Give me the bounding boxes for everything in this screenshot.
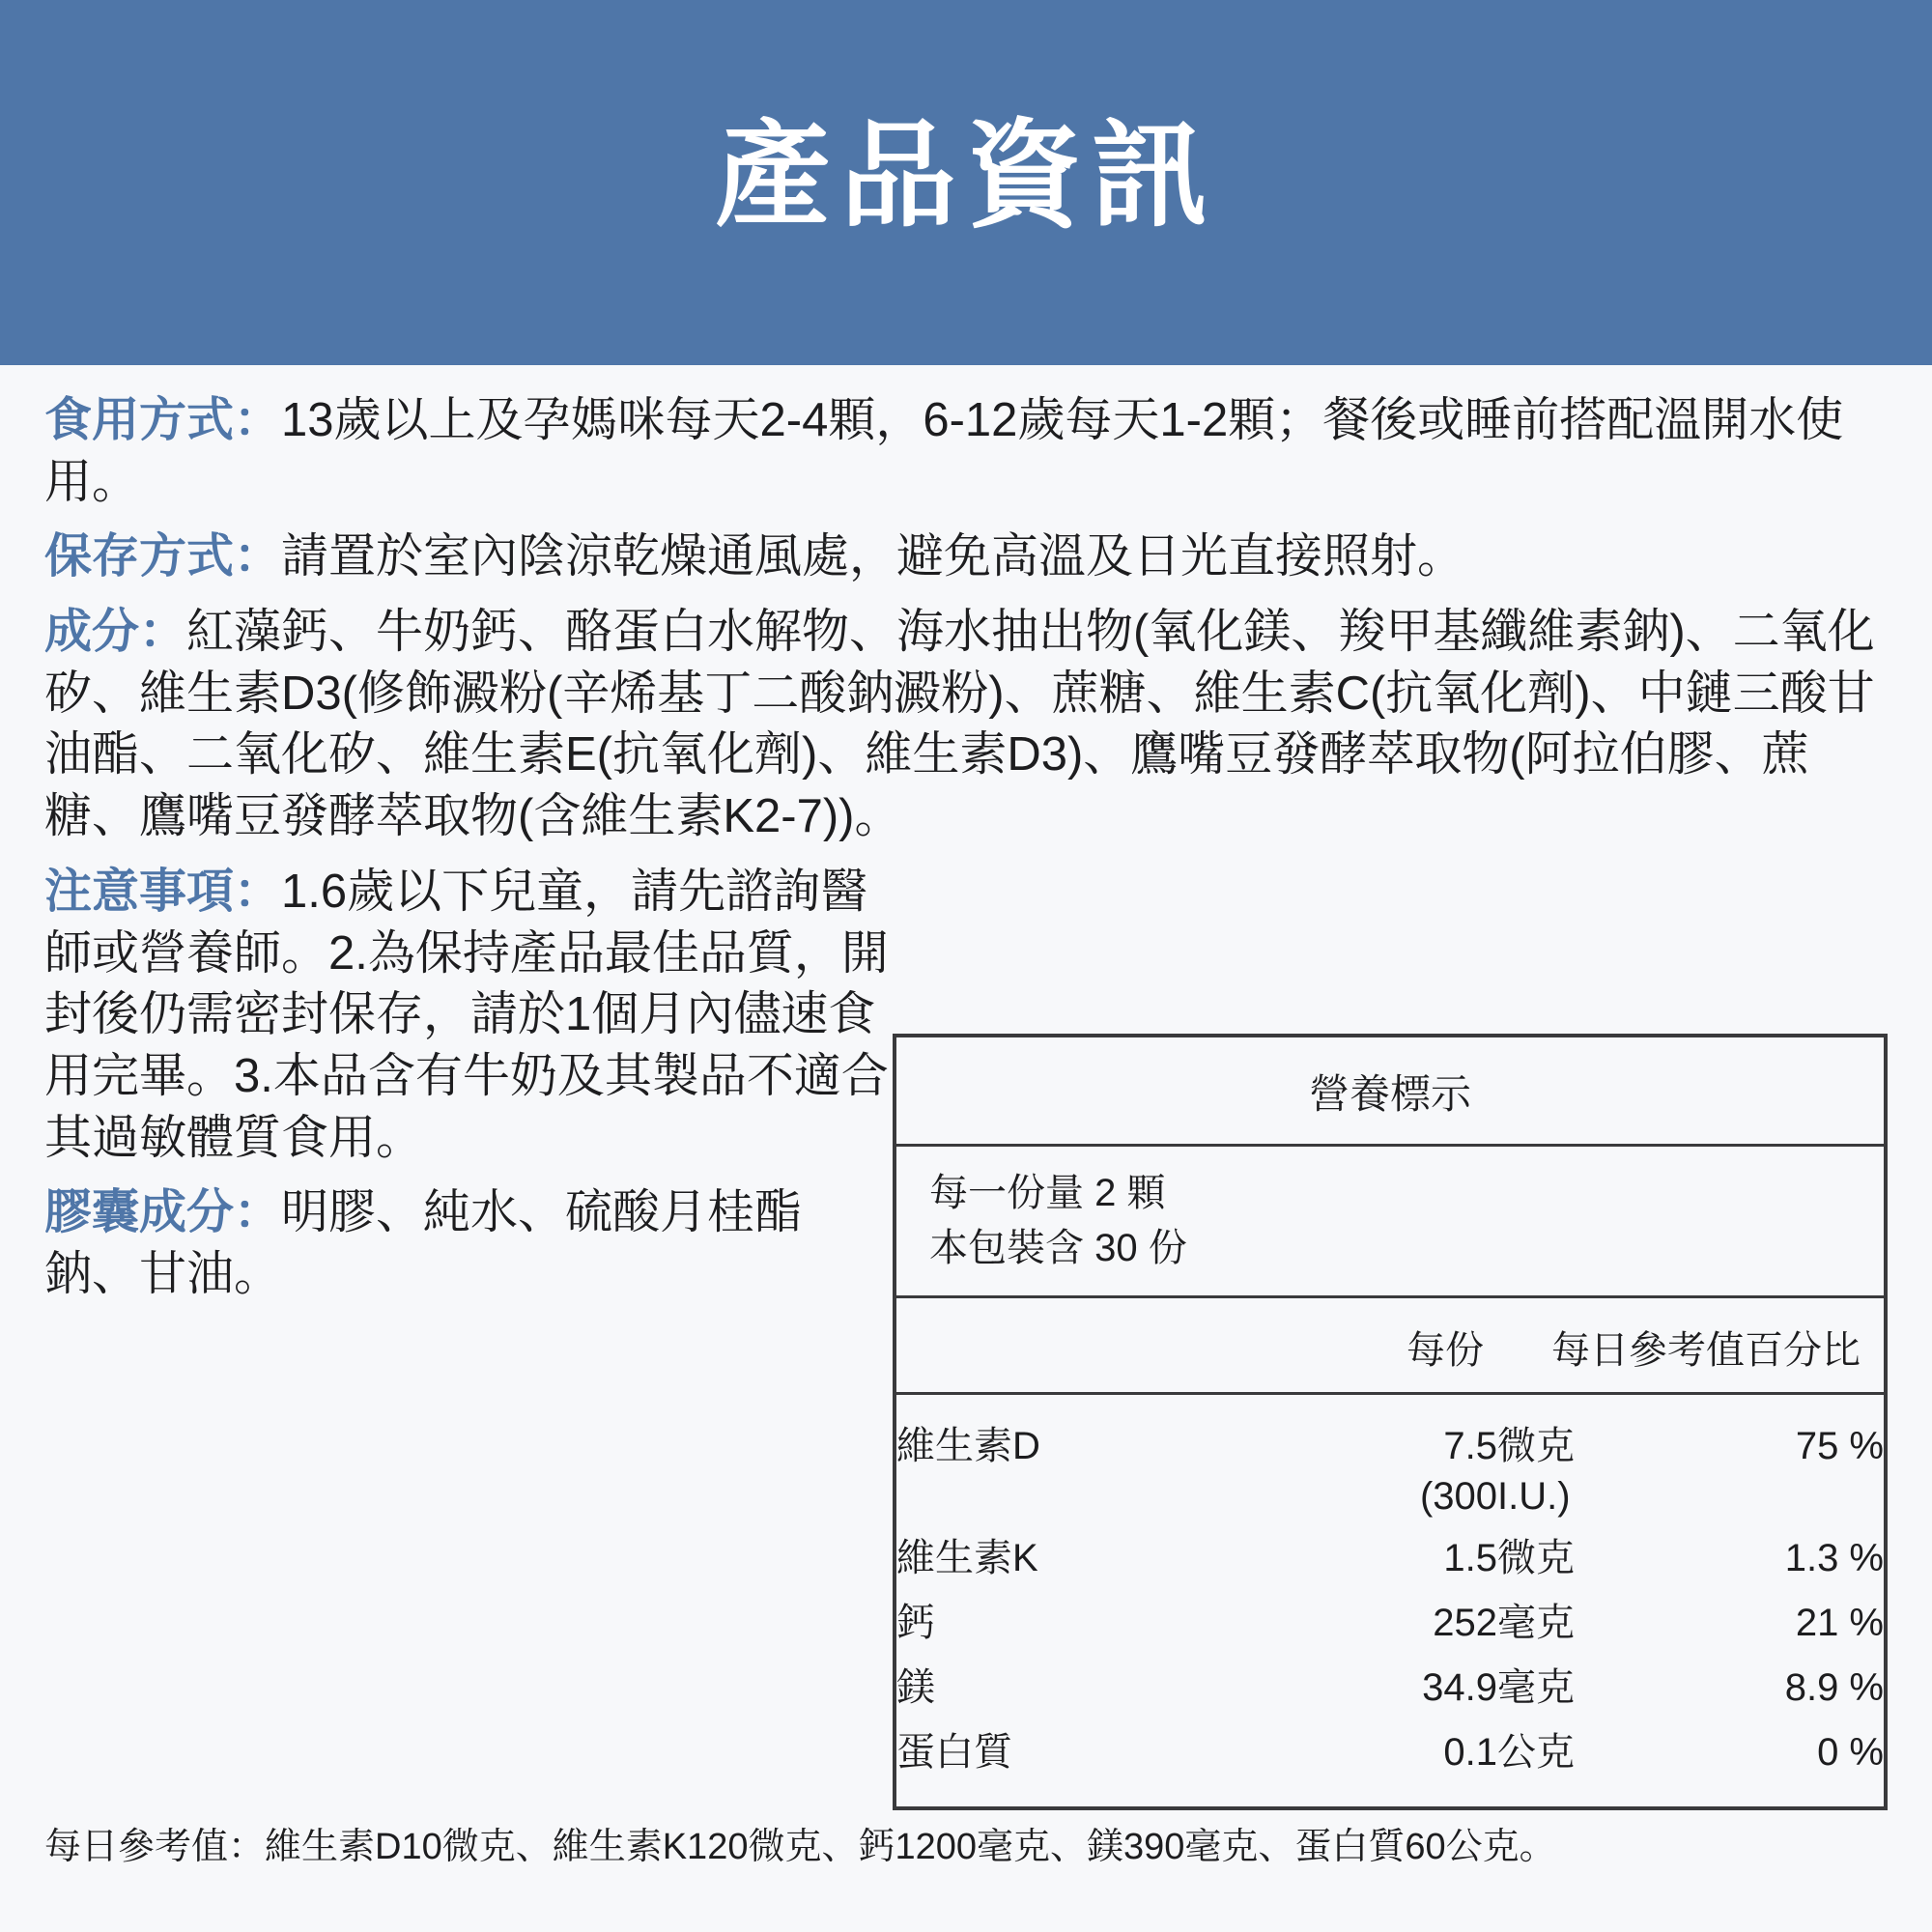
nutrient-daily-value: 21 %: [1795, 1601, 1884, 1644]
section-cautions: [44, 862, 895, 1169]
section-cautions-label: 注意事項：: [44, 865, 282, 918]
table-row: [896, 1522, 1884, 1587]
nutrient-name: 維生素D: [896, 1424, 1040, 1467]
section-storage-label: 保存方式：: [44, 530, 282, 583]
nutrient-unit: 微克: [1497, 1424, 1575, 1467]
section-usage-text: 13歲以上及孕媽咪每天2-4顆，6-12歲每天1-2顆；餐後或睡前搭配溫開水使用。: [44, 394, 1844, 508]
nutrient-unit: I.U.): [1497, 1474, 1571, 1518]
section-usage: [44, 390, 1888, 513]
col-header-per-serving: 每份: [1406, 1328, 1484, 1372]
section-ingredients-text: 紅藻鈣、牛奶鈣、酪蛋白水解物、海水抽出物(氧化鎂、羧甲基纖維素鈉)、二氧化矽、維生素D3(修飾澱粉(辛烯基丁二酸鈉澱粉)、蔗糖、維生素C(抗氧化劑)、中鏈三酸甘油酯、二氧化矽、維生素E(抗氧化劑)、維生素D3)、鷹嘴豆發酵萃取物(阿拉伯膠、蔗糖、鷹嘴豆發酵萃取物(含維生素K2-7))。: [44, 606, 1875, 843]
nutrient-value: 0.1: [1443, 1730, 1497, 1774]
nutrient-value: 1.5: [1443, 1536, 1497, 1579]
section-storage: [44, 526, 1888, 588]
nutrient-value: 34.9: [1422, 1665, 1497, 1709]
section-cautions-text: 1.6歲以下兒童，請先諮詢醫師或營養師。2.為保持產品最佳品質，開封後仍需密封保存，請於1個月內儘速食用完畢。3.本品含有牛奶及其製品不適合其過敏體質食用。: [44, 865, 889, 1164]
section-ingredients-label: 成分：: [44, 606, 187, 659]
nutrient-unit: 微克: [1497, 1536, 1575, 1579]
section-ingredients: [44, 602, 1888, 848]
section-storage-text: 請置於室內陰涼乾燥通風處，避免高溫及日光直接照射。: [281, 530, 1465, 583]
nutrient-name: 鎂: [896, 1665, 935, 1709]
nutrient-daily-value: 75 %: [1795, 1424, 1884, 1467]
page-header: [0, 0, 1932, 365]
serving-size: 每一份量 2 顆: [929, 1172, 1166, 1214]
nutrient-name: [896, 1475, 1287, 1522]
nutrition-column-headers: [896, 1298, 1884, 1395]
nutrient-value: 7.5: [1443, 1424, 1497, 1467]
nutrient-unit: 公克: [1497, 1730, 1575, 1774]
nutrient-daily-value: 1.3 %: [1784, 1536, 1884, 1579]
nutrition-serving-info: [896, 1147, 1884, 1298]
nutrition-title: 營養標示: [896, 1037, 1884, 1147]
nutrition-rows: [896, 1395, 1884, 1806]
nutrient-value: (300: [1419, 1474, 1497, 1518]
nutrient-daily-value: 0 %: [1817, 1730, 1884, 1774]
section-capsule: [44, 1182, 895, 1305]
section-usage-label: 食用方式：: [44, 394, 282, 446]
nutrient-daily-value: [1642, 1475, 1884, 1522]
table-row: [896, 1410, 1884, 1475]
nutrient-unit: 毫克: [1497, 1601, 1575, 1644]
nutrient-name: 維生素K: [896, 1536, 1038, 1579]
table-row: [896, 1717, 1884, 1781]
table-row: [896, 1652, 1884, 1717]
nutrient-value: 252: [1433, 1601, 1497, 1644]
nutrition-facts-table: [893, 1034, 1888, 1810]
page-title: 產品資訊: [715, 111, 1217, 241]
daily-value-footnote: 每日參考值：維生素D10微克、維生素K120微克、鈣1200毫克、鎂390毫克、蛋白質60公克。: [44, 1827, 1556, 1867]
servings-per-container: 本包裝含 30 份: [929, 1226, 1187, 1269]
section-capsule-text: 明膠、純水、硫酸月桂酯鈉、甘油。: [44, 1186, 803, 1300]
table-row: [896, 1475, 1884, 1522]
nutrient-name: 鈣: [896, 1601, 935, 1644]
col-header-daily-value: 每日參考值百分比: [1551, 1328, 1861, 1372]
nutrient-name: 蛋白質: [896, 1730, 1012, 1774]
nutrient-unit: 毫克: [1497, 1665, 1575, 1709]
section-capsule-label: 膠囊成分：: [44, 1186, 282, 1239]
nutrient-daily-value: 8.9 %: [1784, 1665, 1884, 1709]
table-row: [896, 1587, 1884, 1652]
